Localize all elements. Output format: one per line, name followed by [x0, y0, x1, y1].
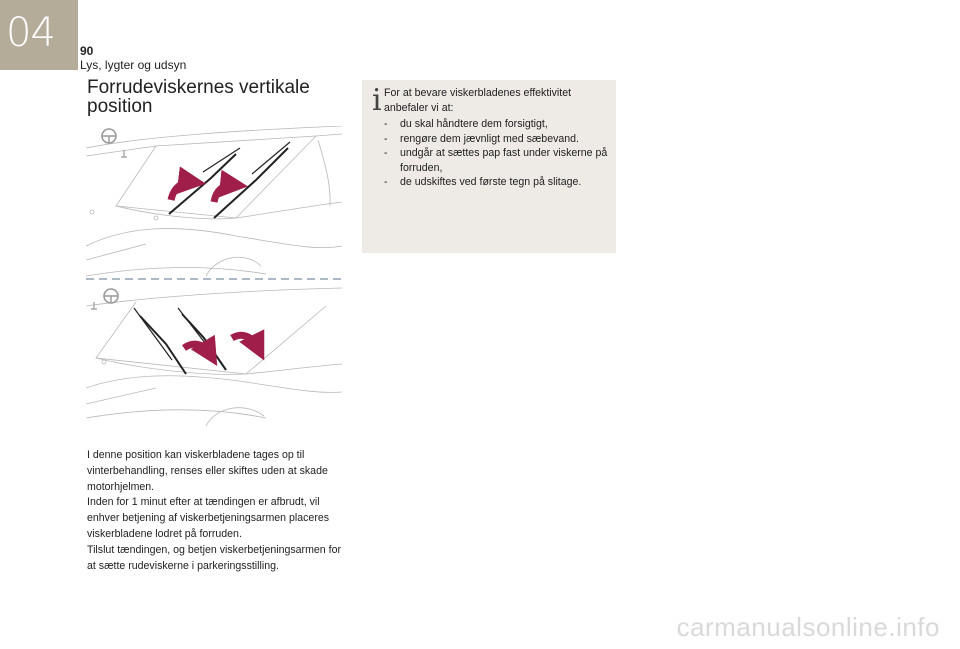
- chapter-tab: [0, 0, 78, 70]
- body-text: [87, 448, 347, 574]
- list-item: - rengøre dem jævnligt med sæbevand.: [384, 132, 580, 145]
- info-icon: i: [372, 83, 382, 118]
- wiper-illustration: [86, 126, 342, 438]
- info-box: [362, 80, 616, 253]
- section-name: Lys, lygter og udsyn: [80, 58, 187, 72]
- list-item: - undgår at sættes pap fast under viskerne på forruden,: [384, 147, 608, 174]
- body-paragraph: I denne position kan viskerbladene tages op til vinterbehandling, renses eller skiftes uden at skade motorhjelmen.: [87, 449, 328, 493]
- info-list: [384, 117, 612, 190]
- wiper-arrows-down: [184, 335, 258, 354]
- list-item: - de udskiftes ved første tegn på slitage.: [384, 176, 582, 188]
- body-paragraph: Tilslut tændingen, og betjen viskerbetjeningsarmen for at sætte rudeviskerne i parkeringsstilling.: [87, 543, 341, 572]
- info-intro: For at bevare viskerbladenes effektivitet anbefaler vi at:: [384, 87, 572, 114]
- steering-wheel-icon-bottom: [91, 289, 118, 309]
- body-paragraph: Inden for 1 minut efter at tændingen er afbrudt, vil enhver betjening af viskerbetjeningsarmen placeres viskerbladene lodret på forruden.: [87, 496, 330, 540]
- page-title: Forrudeviskernes vertikale position: [87, 77, 310, 117]
- list-item: - du skal håndtere dem forsigtigt,: [384, 118, 548, 130]
- chapter-number: 04: [6, 10, 55, 56]
- page-number: 90: [80, 44, 94, 58]
- wiper-arms-vertical: [134, 308, 226, 374]
- watermark: carmanualsonline.info: [676, 612, 940, 642]
- illustration-bottom-panel: [86, 288, 342, 426]
